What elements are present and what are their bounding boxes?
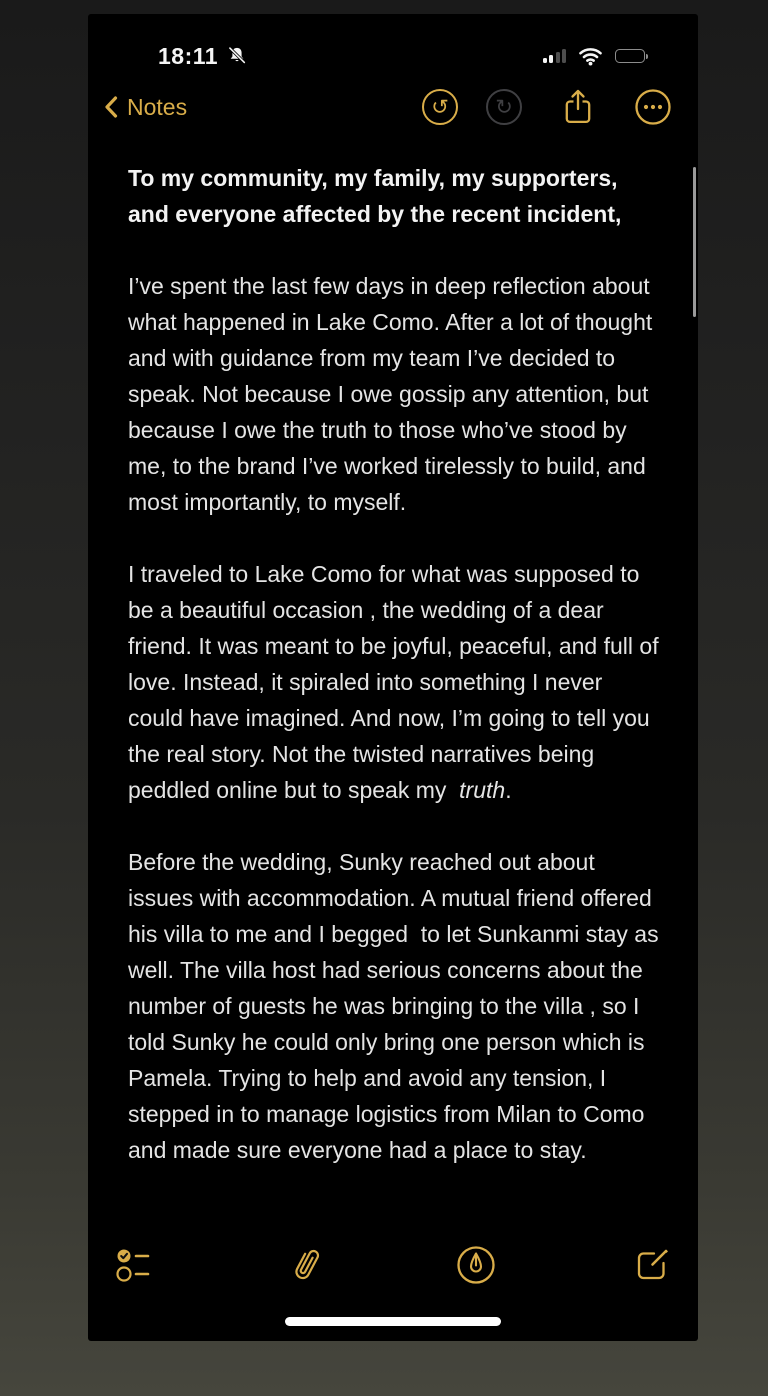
share-button[interactable]	[563, 88, 593, 126]
redo-button[interactable]: ↻	[486, 89, 522, 125]
attachment-button[interactable]	[293, 1245, 319, 1285]
status-indicators	[543, 47, 649, 66]
note-paragraph: I traveled to Lake Como for what was supposed to be a beautiful occasion , the wedding of a dear friend. It was meant to be joyful, peaceful, and full of love. Instead, it spiraled into something I never could have imagined. And now, I’m going to tell you the real story. Not the twisted narratives being peddled online but to speak my truth.	[128, 561, 665, 803]
status-bar	[88, 14, 698, 84]
emphasized-word: truth	[459, 777, 506, 803]
nav-bar	[88, 84, 698, 130]
bell-slash-icon	[226, 45, 248, 67]
clock: 18:11	[158, 42, 219, 69]
markup-button[interactable]	[455, 1244, 497, 1286]
undo-button[interactable]: ↺	[422, 89, 458, 125]
note-heading: To my community, my family, my supporters, and everyone affected by the recent incident,	[128, 165, 624, 227]
checklist-button[interactable]	[116, 1247, 158, 1283]
chevron-left-icon	[104, 96, 118, 118]
note-body[interactable]	[88, 130, 698, 1168]
markup-pen-icon	[455, 1244, 497, 1286]
wifi-icon	[578, 47, 603, 66]
note-paragraph: I’ve spent the last few days in deep reflection about what happened in Lake Como. After a lot of thought and with guidance from my team I’ve decided to speak. Not because I owe gossip any attention, but because I owe the truth to those who’ve stood by me, to the brand I’ve worked tirelessly to build, and most importantly, to myself.	[128, 273, 659, 515]
checklist-icon	[116, 1247, 158, 1283]
scrollbar-thumb[interactable]	[693, 167, 697, 317]
paperclip-icon	[285, 1241, 327, 1289]
battery-icon	[615, 49, 648, 63]
cellular-signal-icon	[543, 49, 567, 63]
notes-app-screenshot	[88, 14, 698, 1341]
more-button[interactable]	[634, 88, 672, 126]
note-paragraph: Before the wedding, Sunky reached out about issues with accommodation. A mutual friend offered his villa to me and I begged to let Sunkanmi stay as well. The villa host had serious concerns about the number of guests he was bringing to the villa , so I told Sunky he could only bring one person which is Pamela. Trying to help and avoid any tension, I stepped in to manage logistics from Milan to Como and made sure everyone had a place to stay.	[128, 849, 665, 1163]
bottom-toolbar	[88, 1235, 698, 1295]
compose-icon	[632, 1245, 672, 1285]
compose-button[interactable]	[632, 1245, 672, 1285]
home-indicator[interactable]	[285, 1317, 501, 1326]
back-button[interactable]	[104, 94, 187, 121]
back-label: Notes	[127, 93, 188, 120]
